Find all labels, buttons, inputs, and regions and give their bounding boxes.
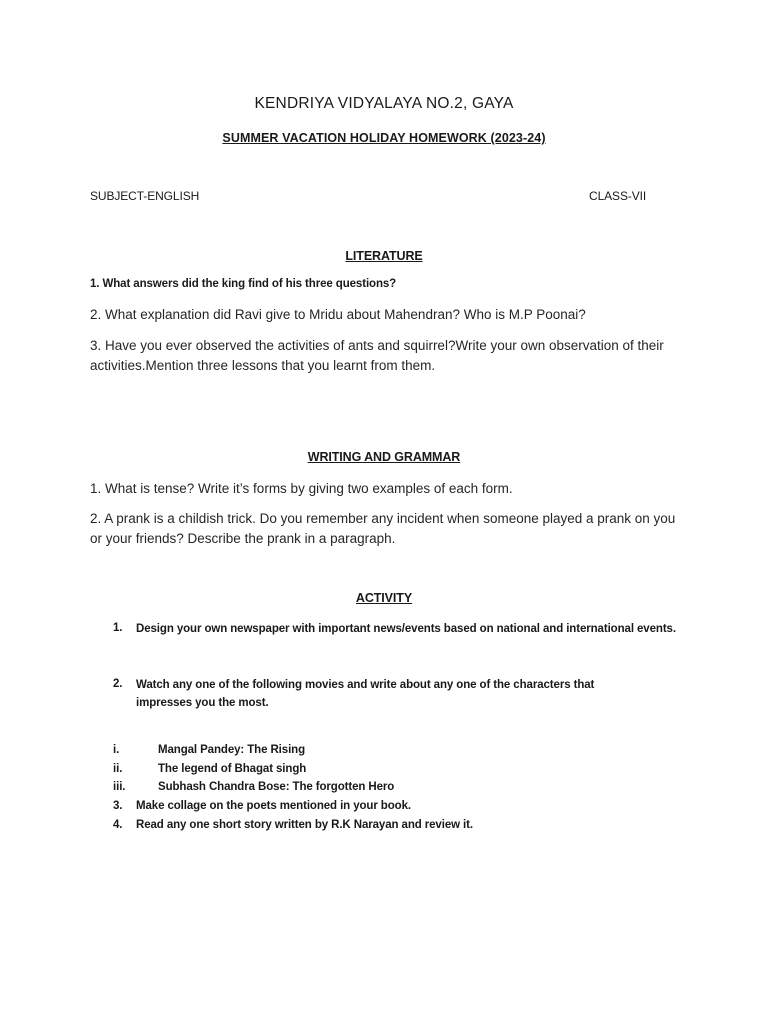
subject-label: SUBJECT-ENGLISH: [90, 189, 200, 203]
class-label: CLASS-VII: [589, 189, 647, 203]
homework-title: SUMMER VACATION HOLIDAY HOMEWORK (2023-24): [222, 131, 546, 145]
movie-item-1-text: Mangal Pandey: The Rising: [158, 744, 306, 756]
activity-item-2-text: Watch any one of the following movies and write about any one of the characters that impresses you the most.: [136, 679, 595, 709]
movie-item-2-number: ii.: [113, 763, 123, 775]
literature-question-3: 3. Have you ever observed the activities of ants and squirrel?Write your own observation of their activities.Mention three lessons that you learnt from them.: [90, 338, 664, 373]
movie-item-1-number: i.: [113, 744, 120, 756]
activity-item-4-text: Read any one short story written by R.K Narayan and review it.: [136, 819, 473, 831]
writing-question-2: 2. A prank is a childish trick. Do you remember any incident when someone played a prank on you or your friends? Describe the prank in a paragraph.: [90, 511, 676, 546]
movie-item-3-number: iii.: [113, 781, 126, 793]
writing-question-1: 1. What is tense? Write it’s forms by giving two examples of each form.: [90, 481, 513, 496]
activity-item-2-number: 2.: [113, 678, 123, 690]
movie-item-3-text: Subhash Chandra Bose: The forgotten Hero: [158, 781, 395, 793]
activity-item-4-number: 4.: [113, 819, 123, 831]
activity-heading: ACTIVITY: [355, 591, 413, 605]
writing-heading: WRITING AND GRAMMAR: [307, 450, 461, 464]
activity-item-3-number: 3.: [113, 800, 123, 812]
activity-item-3-text: Make collage on the poets mentioned in your book.: [136, 800, 411, 812]
literature-question-2: 2. What explanation did Ravi give to Mridu about Mahendran? Who is M.P Poonai?: [90, 307, 586, 322]
literature-question-1: 1. What answers did the king find of his three questions?: [90, 278, 397, 290]
activity-item-1-number: 1.: [113, 622, 123, 634]
movie-item-2-text: The legend of Bhagat singh: [158, 763, 307, 775]
school-name: KENDRIYA VIDYALAYA NO.2, GAYA: [254, 95, 514, 112]
activity-item-1-text: Design your own newspaper with important news/events based on national and international events.: [136, 623, 676, 635]
literature-heading: LITERATURE: [345, 249, 423, 263]
